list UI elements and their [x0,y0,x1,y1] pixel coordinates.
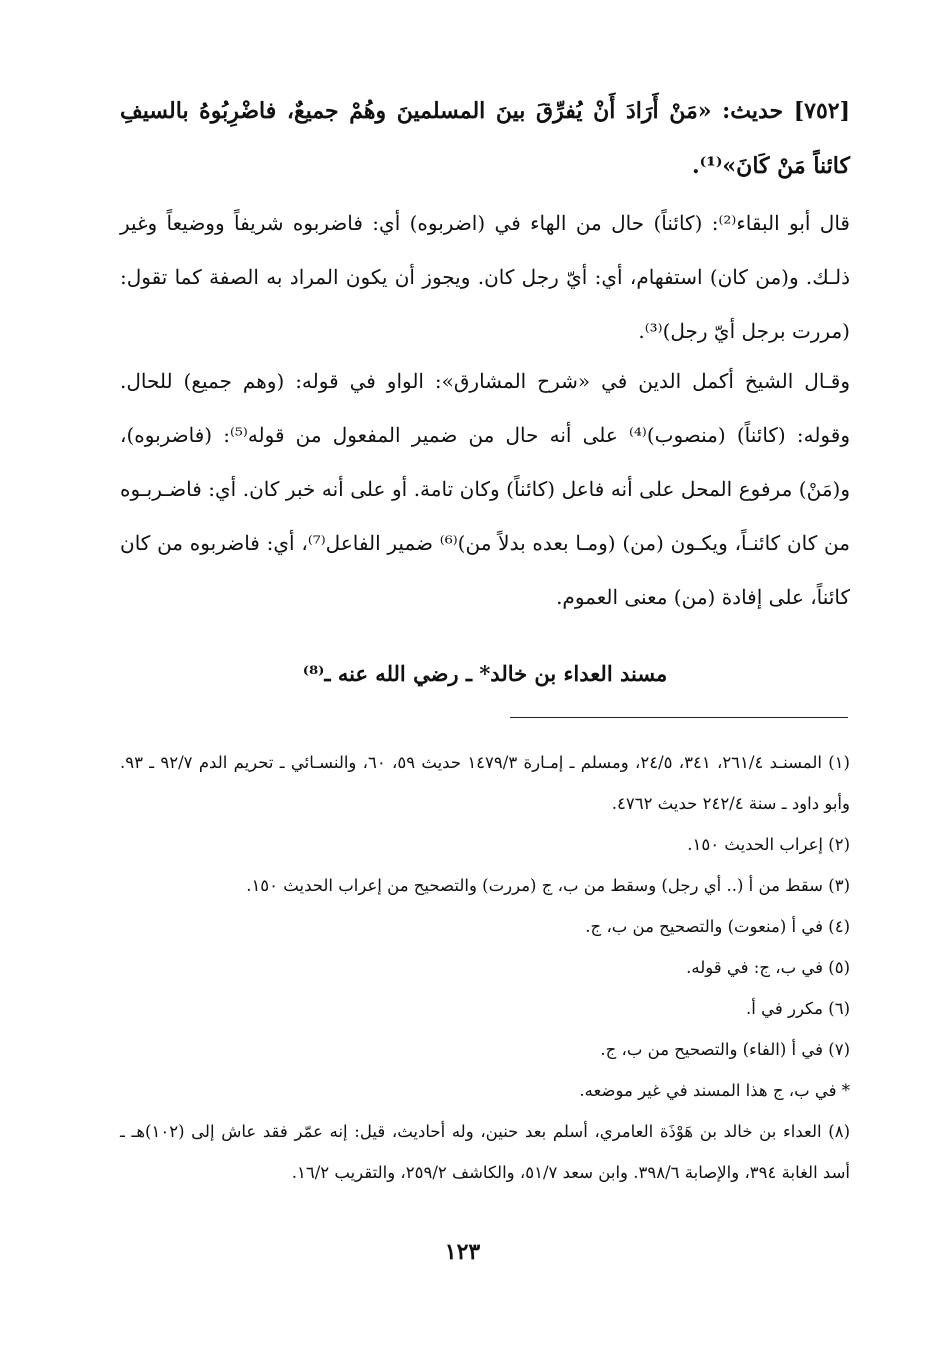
footnote-8: (٨) العداء بن خالد بن هَوْذَة العامري، أسلم بعد حنين، وله أحاديث، قيل: إنه عمّر فقد عاش إلى (١٠٢)هـ ـ أسد الغابة ٣٩٤، والإصابة ٣٩٨/٦. وابن سعد ٥١/٧، والكاشف ٢٥٩/٢، والتقريب ١٦/٢. [120,1122,850,1182]
footnote-6: (٦) مكرر في أ. [746,999,850,1018]
footnote-divider [510,717,848,718]
commentary-paragraph-1: قال أبو البقاء⁽²⁾: (كائناً) حال من الهاء في (اضربوه) أي: فاضربوه شريفاً ووضيعاً وغير ذلـك. و(من كان) استفهام، أي: أيّ رجل كان. ويجوز أن يكون المراد به الصفة كما تقول: (مررت برجل أيّ رجل)⁽³⁾. [120,211,850,343]
hadith-text: [٧٥٢] حديث: «مَنْ أَرَادَ أَنْ يُفرِّقَ بينَ المسلمينَ وهُمْ جميعٌ، فاضْرِبُوهُ بالسيفِ كائناً مَنْ كَانَ»⁽¹⁾. [120,98,850,179]
footnote-1: (١) المسنـد ٢٦١/٤، ٣٤١، ٢٤/٥، ومسلم ـ إمـارة ١٤٧٩/٣ حديث ٥٩، ٦٠، والنسـائي ـ تحريم الدم ٩٢/٧ ـ ٩٣. وأبو داود ـ سنة ٢٤٢/٤ حديث ٤٧٦٢. [120,753,850,813]
footnote-4: (٤) في أ (منعوت) والتصحيح من ب، ج. [585,917,850,936]
commentary-paragraph-2: وقـال الشيخ أكمل الدين في «شرح المشارق»: الواو في قوله: (وهم جميع) للحال. وقوله: (كائناً) (منصوب)⁽⁴⁾ على أنه حال من ضمير المفعول من قوله⁽⁵⁾: (فاضربوه)، و(مَنْ) مرفوع المحل على أنه فاعل (كائناً) وكان تامة. أو على أنه خبر كان. أي: فاضـربـوه من كان كائنـاً، ويكـون (من) (ومـا بعده بدلاً من)⁽⁶⁾ ضمير الفاعل⁽⁷⁾، أي: فاضربوه من كان كائناً، على إفادة (من) معنى العموم. [120,369,850,609]
footnotes-list [120,742,850,1193]
section-title: مسند العداء بن خالد* ـ رضي الله عنه ـ⁽⁸⁾ [302,661,668,686]
page-number: ١٢٣ [444,1239,481,1265]
footnote-star: * في ب، ج هذا المسند في غير موضعه. [579,1081,850,1100]
footnote-3: (٣) سقط من أ (.. أي رجل) وسقط من ب، ج (مررت) والتصحيح من إعراب الحديث ١٥٠. [246,876,850,895]
footnote-5: (٥) في ب، ج: في قوله. [686,958,850,977]
footnote-2: (٢) إعراب الحديث ١٥٠. [687,835,850,854]
footnote-7: (٧) في أ (الفاء) والتصحيح من ب، ج. [600,1040,850,1059]
